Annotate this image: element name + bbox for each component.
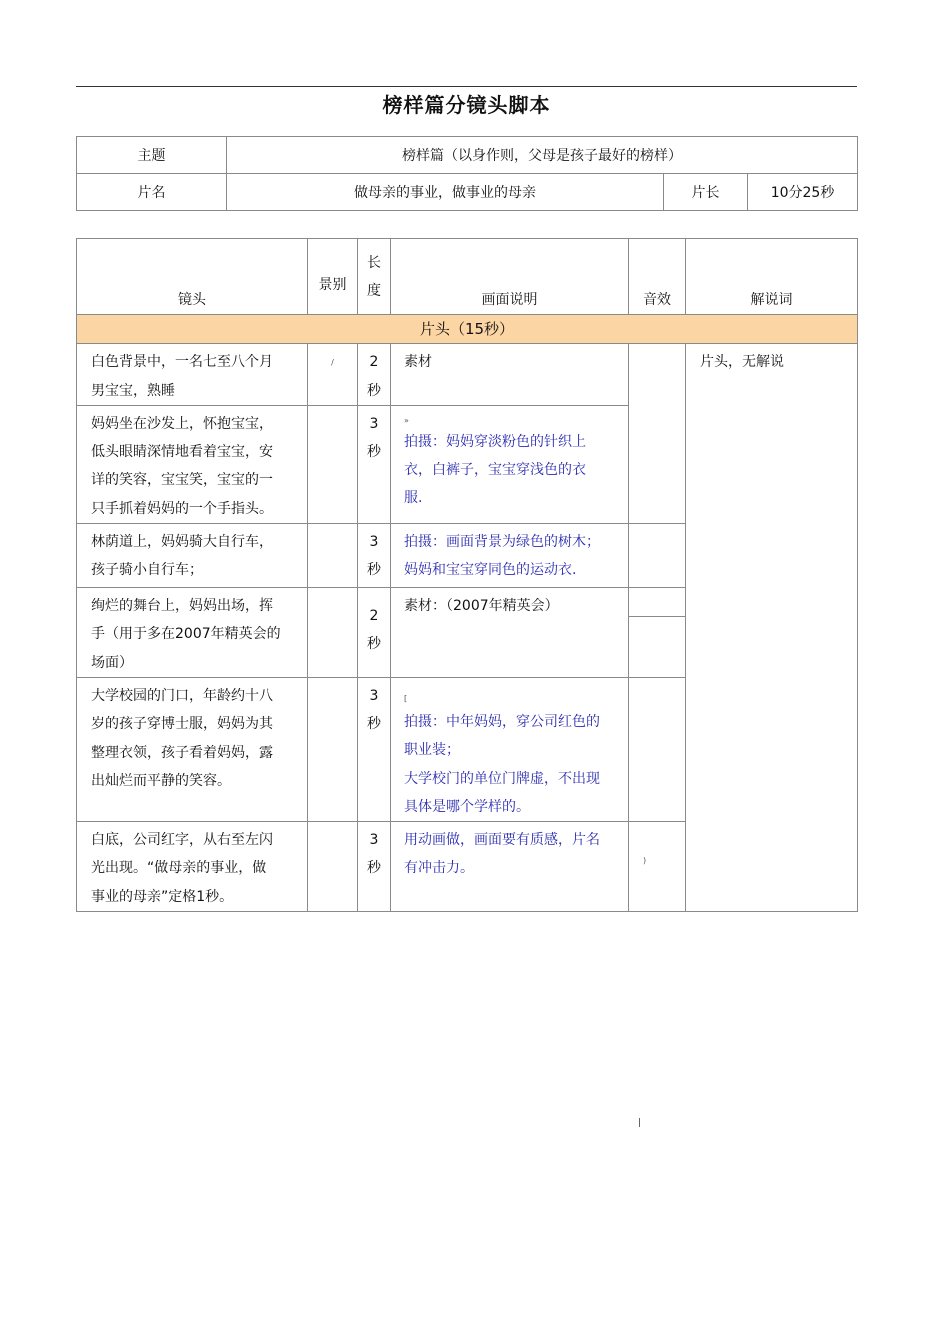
- storyboard-table: [76, 238, 858, 912]
- shot-description: 白色背景中，一名七至八个月 男宝宝，熟睡: [77, 344, 308, 406]
- info-row-theme: [77, 137, 858, 174]
- shot-sound: ): [629, 822, 686, 912]
- shot-description: 妈妈坐在沙发上，怀抱宝宝， 低头眼睛深情地看着宝宝，安 详的笑容，宝宝笑，宝宝的一 只手抓着妈妈的一个手指头。: [77, 405, 308, 523]
- shot-description: 林荫道上，妈妈骑大自行车， 孩子骑小自行车；: [77, 524, 308, 588]
- section-title: 片头（15秒）: [77, 315, 858, 344]
- section-row: [77, 315, 858, 344]
- shot-duration: 2 秒: [358, 344, 391, 406]
- shot-duration: 3 秒: [358, 524, 391, 588]
- shot-scale: /: [308, 344, 358, 406]
- header-length: [358, 239, 391, 315]
- shot-sound: [629, 617, 686, 678]
- header-sound: 音效: [629, 239, 686, 315]
- shot-description: 绚烂的舞台上，妈妈出场，挥 手（用于多在2007年精英会的 场面）: [77, 588, 308, 678]
- header-length-1: 长: [367, 254, 381, 271]
- document-title: 榜样篇分镜头脚本: [382, 93, 551, 117]
- name-label: 片名: [77, 174, 227, 211]
- header-explanation: 画面说明: [391, 239, 629, 315]
- header-shot: 镜头: [77, 239, 308, 315]
- info-table: [76, 136, 858, 211]
- shot-explanation: 素材: [391, 344, 629, 406]
- name-value: 做母亲的事业，做事业的母亲: [227, 174, 664, 211]
- shot-sound: [629, 524, 686, 588]
- shot-duration: 3 秒: [358, 822, 391, 912]
- theme-value: 榜样篇（以身作则，父母是孩子最好的榜样）: [227, 137, 858, 174]
- shot-explanation: 拍摄：画面背景为绿色的树木； 妈妈和宝宝穿同色的运动衣.: [391, 524, 629, 588]
- shot-scale: [308, 524, 358, 588]
- narration-text: 片头，无解说: [686, 344, 858, 912]
- shot-duration: 3 秒: [358, 405, 391, 523]
- shot-description: 大学校园的门口，年龄约十八 岁的孩子穿博士服，妈妈为其 整理衣领，孩子看着妈妈，露 出灿烂而平静的笑容。: [77, 677, 308, 821]
- shot-scale: [308, 405, 358, 523]
- shot-explanation: » 拍摄：妈妈穿淡粉色的针织上 衣，白裤子，宝宝穿浅色的衣 服.: [391, 405, 629, 523]
- shot-scale: [308, 677, 358, 821]
- shot-explanation: [ 拍摄：中年妈妈，穿公司红色的 职业装； 大学校门的单位门牌虚，不出现 具体是哪个学样的。: [391, 677, 629, 821]
- shot-description: 白底，公司红字，从右至左闪 光出现。“做母亲的事业，做 事业的母亲”定格1秒。: [77, 822, 308, 912]
- header-row: [77, 239, 858, 315]
- shot-duration: 3 秒: [358, 677, 391, 821]
- table-row: [77, 344, 858, 406]
- shot-explanation: 素材：（2007年精英会）: [391, 588, 629, 678]
- header-narration: 解说词: [686, 239, 858, 315]
- header-scale: 景别: [308, 239, 358, 315]
- shot-scale: [308, 588, 358, 678]
- shot-sound: [629, 344, 686, 524]
- theme-label: 主题: [77, 137, 227, 174]
- info-row-name: [77, 174, 858, 211]
- shot-duration: 2 秒: [358, 588, 391, 678]
- shot-sound: [629, 588, 686, 617]
- shot-explanation: 用动画做，画面要有质感，片名 有冲击力。: [391, 822, 629, 912]
- shot-sound: [629, 677, 686, 821]
- header-length-2: 度: [367, 282, 381, 299]
- shot-scale: [308, 822, 358, 912]
- length-value: 10分25秒: [748, 174, 858, 211]
- top-rule: [76, 86, 857, 87]
- page-mark: [639, 1118, 640, 1127]
- length-label: 片长: [664, 174, 748, 211]
